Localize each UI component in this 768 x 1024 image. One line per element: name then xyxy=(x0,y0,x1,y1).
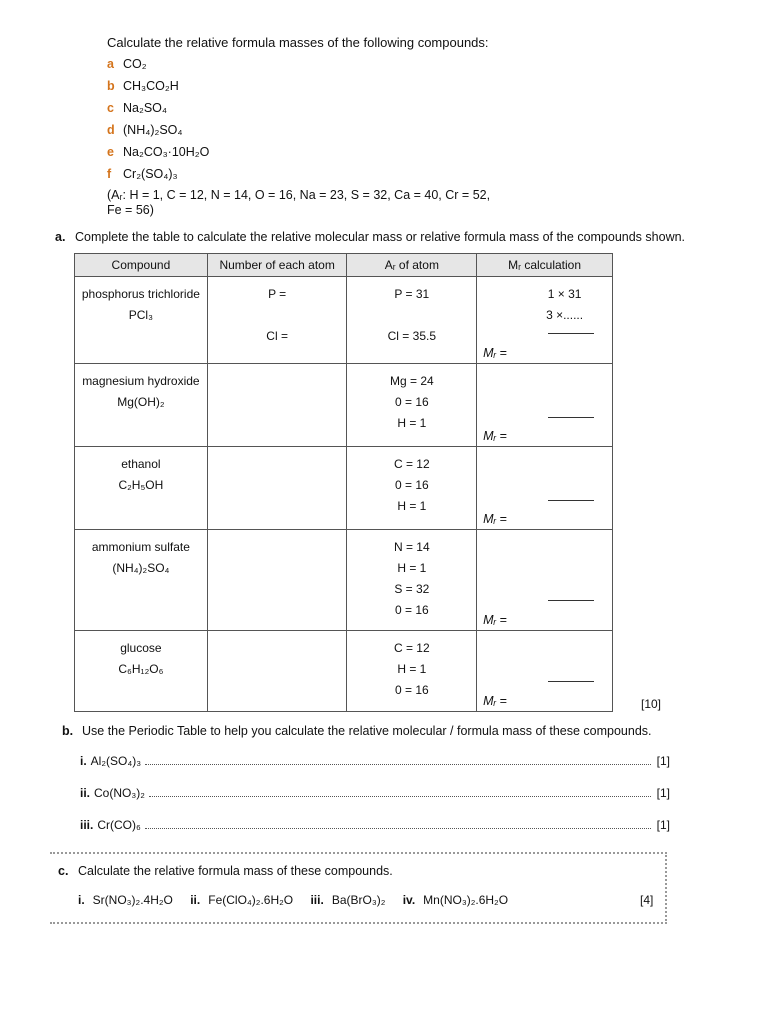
item-formula: CO₂ xyxy=(123,57,147,71)
item-letter: c xyxy=(107,101,114,115)
list-item xyxy=(80,818,670,832)
answer-line[interactable] xyxy=(145,764,651,765)
part-b-label: b. xyxy=(62,724,74,738)
part-b-text: Use the Periodic Table to help you calculate the relative molecular / formula mass of these compounds. xyxy=(82,724,652,738)
item-formula: Co(NO₃)₂ xyxy=(94,786,145,800)
item-label: iii. xyxy=(80,818,94,832)
calc-line: 3 ×...... xyxy=(546,308,584,322)
table-header-row xyxy=(75,254,613,277)
answer-blank[interactable] xyxy=(548,333,594,334)
mass-table xyxy=(74,253,613,712)
ar-value: H = 1 xyxy=(397,416,427,430)
given-line-1: (Aᵣ: H = 1, C = 12, N = 14, O = 16, Na = 23, S = 32, Ca = 40, Cr = 52, xyxy=(107,188,491,202)
marks-part-a: [10] xyxy=(641,697,662,711)
compound-formula: C₆H₁₂O₆ xyxy=(118,662,164,676)
atoms-cell[interactable] xyxy=(207,631,347,712)
ar-value: 0 = 16 xyxy=(394,478,429,492)
part-b-instruction xyxy=(62,724,652,738)
list-item xyxy=(107,57,147,71)
compound-formula: PCl₃ xyxy=(128,308,153,322)
ar-value: C = 12 xyxy=(393,457,430,471)
part-c-instruction xyxy=(58,864,393,878)
given-line-2: Fe = 56) xyxy=(107,203,154,217)
item-label: i. xyxy=(78,893,85,907)
part-c-label: c. xyxy=(58,864,69,878)
ar-value: Mg = 24 xyxy=(389,374,434,388)
answer-line[interactable] xyxy=(145,828,651,829)
item-label: i. xyxy=(80,754,87,768)
part-c-text: Calculate the relative formula mass of these compounds. xyxy=(78,864,393,878)
compound-cell xyxy=(75,277,208,364)
item-formula: (NH₄)₂SO₄ xyxy=(123,123,183,137)
item-letter: a xyxy=(107,57,114,71)
item-formula: CH₃CO₂H xyxy=(123,79,179,93)
header-number-of-atoms: Number of each atom xyxy=(207,254,347,277)
atoms-cell[interactable] xyxy=(207,364,347,447)
atoms-cell[interactable] xyxy=(207,447,347,530)
ar-value: 0 = 16 xyxy=(394,603,429,617)
item-label: iv. xyxy=(402,893,416,907)
part-c-border xyxy=(50,852,667,924)
compound-cell xyxy=(75,364,208,447)
ar-value: Cl = 35.5 xyxy=(387,329,437,343)
atom-count-cl: Cl = xyxy=(266,329,288,343)
compound-name: ethanol xyxy=(121,457,161,471)
list-item xyxy=(107,79,179,93)
header-ar: Aᵣ of atom xyxy=(347,254,477,277)
compound-cell xyxy=(75,631,208,712)
table-row xyxy=(75,530,613,631)
compound-cell xyxy=(75,447,208,530)
item-letter: e xyxy=(107,145,114,159)
answer-blank[interactable] xyxy=(548,600,594,601)
ar-value: H = 1 xyxy=(397,662,427,676)
compound-name: phosphorus trichloride xyxy=(81,287,200,301)
calc-line: 1 × 31 xyxy=(547,287,582,301)
mr-label: Mᵣ = xyxy=(483,613,507,627)
list-item xyxy=(80,754,670,768)
marks-part-c: [4] xyxy=(640,893,654,907)
list-item xyxy=(80,786,670,800)
part-a-instruction xyxy=(55,230,685,244)
item-formula: Mn(NO₃)₂.6H₂O xyxy=(423,893,509,907)
compound-cell xyxy=(75,530,208,631)
item-letter: d xyxy=(107,123,115,137)
table-row xyxy=(75,447,613,530)
answer-blank[interactable] xyxy=(548,417,594,418)
part-a-text: Complete the table to calculate the relative molecular mass or relative formula mass of the compounds shown. xyxy=(75,230,686,244)
item-formula: Cr(CO)₆ xyxy=(97,818,141,832)
item-formula: Cr₂(SO₄)₃ xyxy=(123,167,178,181)
list-item xyxy=(107,145,209,159)
mr-cell[interactable] xyxy=(477,277,613,364)
item-formula: Al₂(SO₄)₃ xyxy=(90,754,142,768)
table-row xyxy=(75,277,613,364)
answer-line[interactable] xyxy=(149,796,651,797)
ar-value: C = 12 xyxy=(393,641,430,655)
compound-formula: (NH₄)₂SO₄ xyxy=(112,561,170,575)
ar-cell xyxy=(347,277,477,364)
item-label: ii. xyxy=(80,786,91,800)
answer-blank[interactable] xyxy=(548,500,594,501)
item-formula: Ba(BrO₃)₂ xyxy=(331,893,386,907)
item-letter: f xyxy=(107,167,112,181)
compound-formula: Mg(OH)₂ xyxy=(117,395,165,409)
list-item xyxy=(107,123,183,137)
ar-value: 0 = 16 xyxy=(394,683,429,697)
ar-value: H = 1 xyxy=(397,561,427,575)
given-values xyxy=(107,188,527,218)
ar-cell xyxy=(347,364,477,447)
atoms-cell[interactable] xyxy=(207,530,347,631)
item-formula: Na₂SO₄ xyxy=(123,101,167,115)
mr-label: Mᵣ = xyxy=(483,694,507,708)
question-heading: Calculate the relative formula masses of the following compounds: xyxy=(107,35,489,50)
item-formula: Sr(NO₃)₂.4H₂O xyxy=(92,893,173,907)
item-formula: Fe(ClO₄)₂.6H₂O xyxy=(208,893,294,907)
list-item xyxy=(107,167,178,181)
mr-cell[interactable] xyxy=(477,447,613,530)
ar-value: N = 14 xyxy=(393,540,430,554)
ar-value: 0 = 16 xyxy=(394,395,429,409)
mr-label: Mᵣ = xyxy=(483,429,507,443)
ar-value: H = 1 xyxy=(397,499,427,513)
mr-label: Mᵣ = xyxy=(483,346,507,360)
compound-name: glucose xyxy=(120,641,162,655)
ar-value: S = 32 xyxy=(394,582,430,596)
item-marks: [1] xyxy=(656,786,670,800)
table-row xyxy=(75,364,613,447)
item-formula: Na₂CO₃·10H₂O xyxy=(123,145,210,159)
header-compound: Compound xyxy=(75,254,208,277)
part-c-items xyxy=(78,893,522,907)
atom-count-p: P = xyxy=(268,287,287,301)
item-label: iii. xyxy=(310,893,324,907)
answer-blank[interactable] xyxy=(548,681,594,682)
list-item xyxy=(107,101,167,115)
item-marks: [1] xyxy=(656,754,670,768)
mr-cell[interactable] xyxy=(477,364,613,447)
mr-cell[interactable] xyxy=(477,530,613,631)
mr-label: Mᵣ = xyxy=(483,512,507,526)
ar-value: P = 31 xyxy=(394,287,430,301)
header-mr-calculation: Mᵣ calculation xyxy=(477,254,613,277)
ar-cell xyxy=(347,631,477,712)
item-marks: [1] xyxy=(656,818,670,832)
table-row xyxy=(75,631,613,712)
compound-formula: C₂H₅OH xyxy=(118,478,164,492)
part-a-label: a. xyxy=(55,230,66,244)
mr-cell[interactable] xyxy=(477,631,613,712)
compound-name: magnesium hydroxide xyxy=(82,374,200,388)
ar-cell xyxy=(347,530,477,631)
atoms-cell[interactable] xyxy=(207,277,347,364)
item-letter: b xyxy=(107,79,115,93)
ar-cell xyxy=(347,447,477,530)
compound-name: ammonium sulfate xyxy=(91,540,190,554)
item-label: ii. xyxy=(190,893,201,907)
